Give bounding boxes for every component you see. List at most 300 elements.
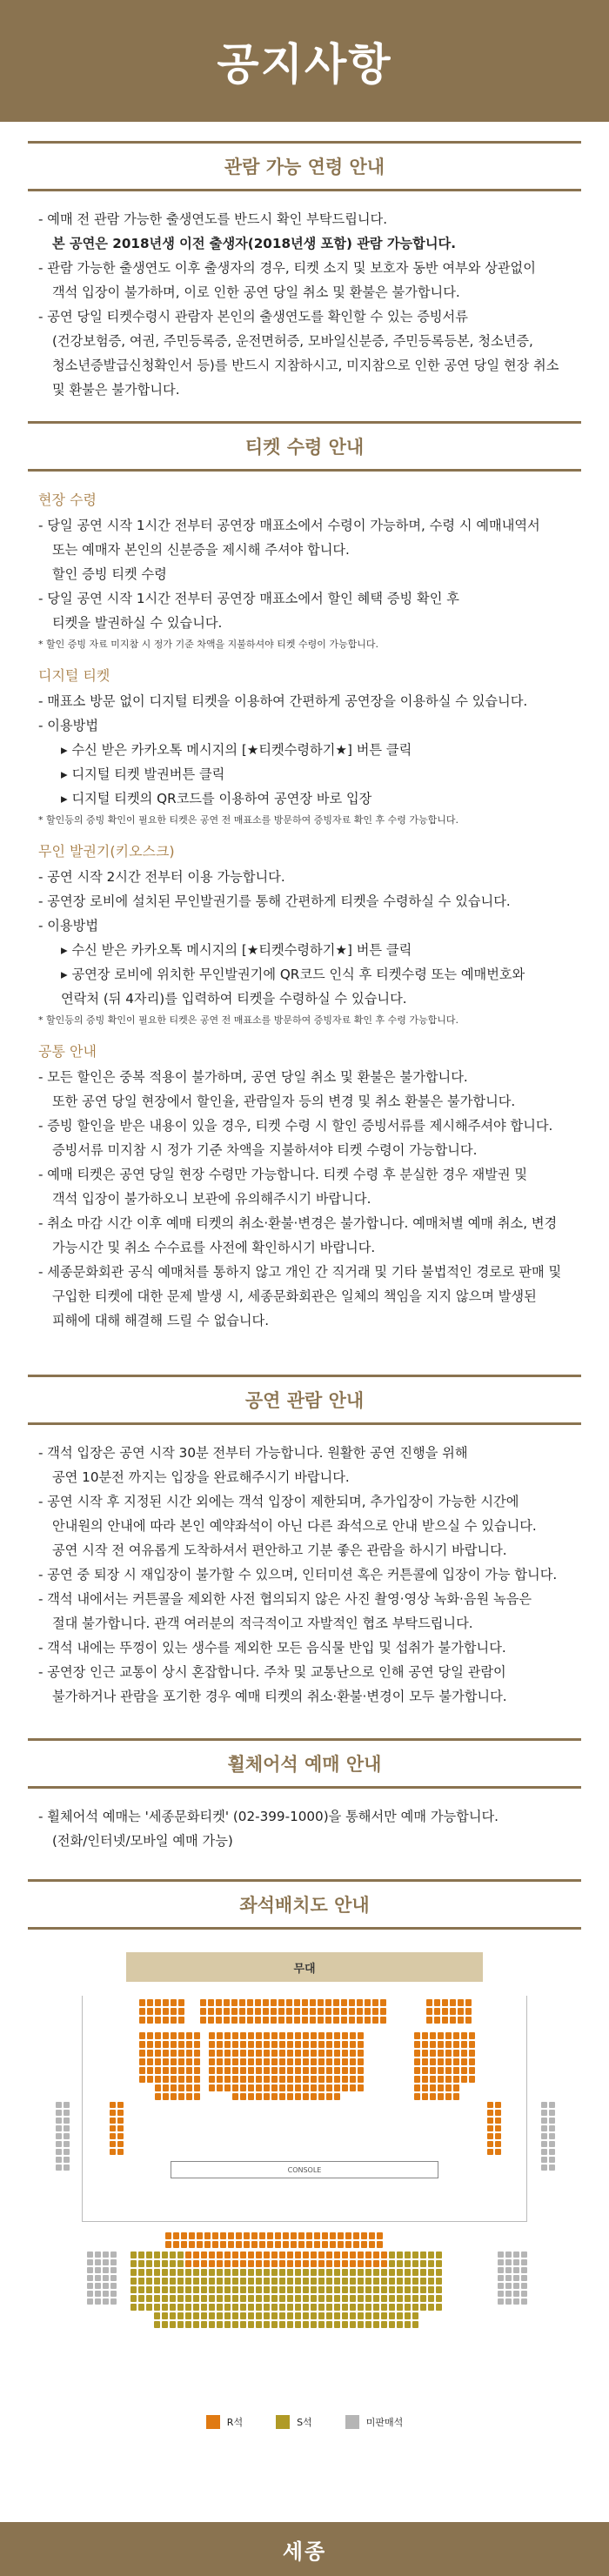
seat [521, 2283, 527, 2289]
seat [342, 2295, 348, 2302]
seat [197, 2241, 203, 2248]
seat [461, 2032, 467, 2039]
seat [146, 2251, 152, 2258]
seat [420, 2304, 426, 2311]
seat [170, 2295, 176, 2302]
seat [64, 2118, 70, 2124]
seat [306, 2232, 312, 2239]
seat [342, 2304, 348, 2311]
seat [469, 2050, 475, 2057]
seat [271, 2251, 278, 2258]
seat [295, 2286, 301, 2293]
seat [117, 2110, 124, 2116]
seat [239, 1999, 245, 2006]
seat [342, 2312, 348, 2319]
text-line: - 이용방법 [38, 718, 98, 733]
seat [185, 2295, 191, 2302]
seat [303, 2251, 309, 2258]
ticket-section [0, 421, 609, 1333]
seat [318, 2058, 325, 2065]
seat [138, 2269, 144, 2276]
seat [200, 1999, 206, 2006]
seat [264, 2050, 270, 2057]
seat [498, 2275, 504, 2281]
text-line: 가능시간 및 취소 수수료를 사전에 확인하시기 바랍니다. [52, 1240, 376, 1255]
seat [110, 2118, 116, 2124]
seat [498, 2259, 504, 2265]
text-line: ▸ 디지털 티켓 발권버튼 클릭 [61, 766, 225, 782]
seat [163, 2032, 169, 2039]
seat [209, 2084, 215, 2091]
seat [434, 2017, 440, 2024]
seat [358, 2278, 364, 2285]
seat [154, 2295, 160, 2302]
legend-swatch [345, 2415, 359, 2429]
seat [436, 2260, 442, 2267]
seat [365, 2017, 371, 2024]
seat [279, 2286, 285, 2293]
seat [295, 2260, 301, 2267]
seat [318, 2278, 325, 2285]
seat [255, 2017, 261, 2024]
legend-swatch [276, 2415, 290, 2429]
seat [216, 2008, 222, 2015]
seat [422, 2058, 428, 2065]
seat [298, 2241, 304, 2248]
seat [163, 2050, 169, 2057]
seat [248, 2067, 254, 2074]
seat [342, 2278, 348, 2285]
seat [193, 2251, 199, 2258]
seating-section [0, 1879, 609, 1930]
seat [217, 2067, 223, 2074]
seat [365, 2304, 371, 2311]
seat [87, 2275, 93, 2281]
seat [194, 2041, 200, 2048]
seat [279, 2260, 285, 2267]
seat [381, 2251, 387, 2258]
seat [194, 2084, 200, 2091]
seat [217, 2278, 223, 2285]
seat [212, 2232, 218, 2239]
seat [279, 2304, 285, 2311]
seat [194, 2050, 200, 2057]
seat [350, 2295, 356, 2302]
seat [212, 2241, 218, 2248]
seat-block [541, 2102, 555, 2171]
seat [147, 2067, 153, 2074]
seat [445, 2032, 452, 2039]
seat [264, 2312, 270, 2319]
seat [171, 2017, 177, 2024]
seat [271, 1999, 277, 2006]
seat [314, 2241, 320, 2248]
seat [194, 2067, 200, 2074]
seat [461, 2050, 467, 2057]
seat [380, 2008, 386, 2015]
seat [311, 2295, 317, 2302]
seat [224, 2058, 231, 2065]
seat [428, 2286, 434, 2293]
seat [420, 2295, 426, 2302]
seat [240, 2041, 246, 2048]
seat [303, 2050, 309, 2057]
seat [541, 2133, 547, 2139]
seat [286, 2017, 292, 2024]
seat [412, 2321, 418, 2328]
seat [271, 2286, 278, 2293]
seat [146, 2286, 152, 2293]
seat [430, 2076, 436, 2083]
seat [209, 2295, 215, 2302]
seat [247, 2017, 253, 2024]
seat [505, 2251, 512, 2258]
seat [146, 2269, 152, 2276]
seat [228, 2241, 234, 2248]
seat [414, 2050, 420, 2057]
text-line: ▸ 공연장 로비에 위치한 무인발권기에 QR코드 인식 후 티켓수령 또는 예매번호와 [61, 967, 525, 982]
text-line: 연락처 (뒤 4자리)를 입력하여 티켓을 수령하실 수 있습니다. [61, 991, 407, 1007]
seat [353, 2241, 359, 2248]
seat [311, 2084, 317, 2091]
seat [428, 2304, 434, 2311]
seat [541, 2141, 547, 2147]
viewing-section-body [28, 1441, 581, 1709]
seat [342, 2321, 348, 2328]
seat [248, 2032, 254, 2039]
text-line: 불가하거나 관람을 포기한 경우 예매 티켓의 취소·환불·변경이 모두 불가합니다. [52, 1689, 507, 1704]
seat [295, 2269, 301, 2276]
seat [311, 2032, 317, 2039]
seat [422, 2093, 428, 2100]
seat [186, 2058, 192, 2065]
seat [186, 2076, 192, 2083]
seat [318, 2321, 325, 2328]
seat [287, 2032, 293, 2039]
seat [420, 2251, 426, 2258]
seat [326, 2260, 332, 2267]
seat [365, 2312, 371, 2319]
text-line: 본 공연은 2018년생 이전 출생자(2018년생 포함) 관람 가능합니다. [52, 236, 456, 251]
seat [103, 2259, 109, 2265]
seat [412, 2304, 418, 2311]
seat [162, 2269, 168, 2276]
seat [178, 2041, 184, 2048]
seat [318, 2093, 325, 2100]
seat [318, 2312, 325, 2319]
seat [326, 2269, 332, 2276]
seat [334, 2295, 340, 2302]
seat [264, 2260, 270, 2267]
seat [200, 2008, 206, 2015]
seat [185, 2321, 191, 2328]
seat [217, 2050, 223, 2057]
seat [56, 2133, 62, 2139]
seat [171, 2041, 177, 2048]
text-line: 또한 공연 당일 현장에서 할인율, 관람일자 등의 변경 및 취소 환불은 불가합니다. [52, 1094, 516, 1109]
seat [279, 2093, 285, 2100]
seat [326, 2058, 332, 2065]
seat [322, 2232, 328, 2239]
seat [197, 2232, 203, 2239]
seat [311, 2312, 317, 2319]
seat [311, 2076, 317, 2083]
seat [240, 2260, 246, 2267]
seat [279, 2050, 285, 2057]
seat [365, 1999, 371, 2006]
seat [287, 2269, 293, 2276]
seat [549, 2125, 555, 2131]
seat [342, 2058, 348, 2065]
seat [333, 1999, 339, 2006]
seat [438, 2032, 444, 2039]
seat [469, 2067, 475, 2074]
seat [541, 2102, 547, 2108]
seat [217, 2260, 223, 2267]
seat [271, 2260, 278, 2267]
seat [146, 2295, 152, 2302]
seat [505, 2275, 512, 2281]
seat [283, 2232, 289, 2239]
seat-block [426, 1999, 472, 2024]
seat [95, 2291, 101, 2297]
seat [436, 2304, 442, 2311]
seat-map [0, 1945, 609, 2432]
ticket-section-title: 티켓 수령 안내 [28, 421, 581, 472]
seat [239, 2017, 245, 2024]
seat [256, 2093, 262, 2100]
seat [209, 2304, 215, 2311]
text-line: - 객석 내에서는 커튼콜을 제외한 사전 협의되지 않은 사진 촬영·영상 녹화·음원 녹음은 [38, 1591, 532, 1607]
text-line: 공연 10분전 까지는 입장을 완료해주시기 바랍니다. [52, 1469, 350, 1485]
seat [217, 2321, 223, 2328]
seat [318, 2295, 325, 2302]
seat [311, 2321, 317, 2328]
seat [333, 2008, 339, 2015]
seat [373, 2251, 379, 2258]
seat [193, 2286, 199, 2293]
seat [513, 2291, 519, 2297]
text-line: - 객석 입장은 공연 시작 30분 전부터 가능합니다. 원활한 공연 진행을 위해 [38, 1445, 468, 1461]
seat [311, 2067, 317, 2074]
seat [420, 2260, 426, 2267]
seat [232, 2093, 238, 2100]
seat [287, 2041, 293, 2048]
seat [326, 2084, 332, 2091]
seat [263, 2008, 269, 2015]
legend-item-unsold: 미판매석 [345, 2415, 404, 2429]
text-line: 절대 불가합니다. 관객 여러분의 적극적이고 자발적인 협조 부탁드립니다. [52, 1616, 473, 1631]
seat [240, 2093, 246, 2100]
seat [244, 2241, 250, 2248]
seat [220, 2232, 226, 2239]
seat [162, 2321, 168, 2328]
seat [498, 2283, 504, 2289]
seat [224, 2269, 231, 2276]
seat [240, 2058, 246, 2065]
seat [232, 2058, 238, 2065]
seat [326, 2076, 332, 2083]
seat [194, 2032, 200, 2039]
seat [117, 2118, 124, 2124]
seat [350, 2084, 356, 2091]
seat [345, 2232, 351, 2239]
seat [549, 2110, 555, 2116]
seat [430, 2067, 436, 2074]
seat [185, 2251, 191, 2258]
seat [311, 2260, 317, 2267]
seat [318, 2269, 325, 2276]
seat [279, 2067, 285, 2074]
seat [130, 2251, 137, 2258]
seat [279, 2041, 285, 2048]
seat [279, 2321, 285, 2328]
seat [422, 2041, 428, 2048]
seat [330, 2241, 336, 2248]
seat [248, 2278, 254, 2285]
wheelchair-section-title: 휠체어석 예매 안내 [28, 1738, 581, 1789]
kiosk-heading: 무인 발권기(키오스크) [38, 843, 175, 860]
seat [426, 2008, 432, 2015]
seat [513, 2259, 519, 2265]
seat [110, 2291, 117, 2297]
seat [177, 2304, 184, 2311]
seat [287, 2067, 293, 2074]
seat [248, 2050, 254, 2057]
seat [264, 2093, 270, 2100]
seat [487, 2118, 493, 2124]
seat [154, 2269, 160, 2276]
seat [240, 2278, 246, 2285]
seat [438, 2041, 444, 2048]
seat [271, 2084, 278, 2091]
seat [271, 2093, 278, 2100]
seat [303, 2067, 309, 2074]
seat [217, 2058, 223, 2065]
seat [287, 2251, 293, 2258]
seat [349, 2008, 355, 2015]
seat [422, 2067, 428, 2074]
seat [201, 2260, 207, 2267]
seat [303, 2041, 309, 2048]
seat [397, 2278, 403, 2285]
seat [372, 1999, 378, 2006]
seat [271, 2076, 278, 2083]
seat [171, 2050, 177, 2057]
seat [178, 2032, 184, 2039]
text-line: 티켓을 발권하실 수 있습니다. [52, 615, 223, 631]
seat [358, 2067, 364, 2074]
seat [201, 2286, 207, 2293]
seat [369, 2241, 375, 2248]
seat [306, 2241, 312, 2248]
seat [325, 1999, 331, 2006]
seat [251, 2232, 258, 2239]
text-line: - 공연 시작 2시간 전부터 이용 가능합니다. [38, 869, 285, 885]
seat [232, 2312, 238, 2319]
seat [248, 2076, 254, 2083]
age-section-title: 관람 가능 연령 안내 [28, 141, 581, 191]
text-line: - 휠체어석 예매는 '세종문화티켓' (02-399-1000)을 통해서만 예매 가능합니다. [38, 1809, 499, 1824]
seat [248, 2084, 254, 2091]
seat [350, 2260, 356, 2267]
seat [453, 2067, 459, 2074]
seat [189, 2232, 195, 2239]
seat [209, 2269, 215, 2276]
seat [201, 2295, 207, 2302]
seat [295, 2067, 301, 2074]
text-line: 객석 입장이 불가하며, 이로 인한 공연 당일 취소 및 환불은 불가합니다. [52, 284, 460, 300]
seat [87, 2267, 93, 2273]
seat [186, 2084, 192, 2091]
note: * 할인등의 증빙 확인이 필요한 티켓은 공연 전 매표소를 방문하여 증빙자료 확인 후 수령 가능합니다. [38, 814, 458, 826]
seat [341, 1999, 347, 2006]
seat [267, 2241, 273, 2248]
seat [350, 2041, 356, 2048]
seat [217, 2032, 223, 2039]
seat [420, 2269, 426, 2276]
seat [549, 2102, 555, 2108]
seat [420, 2278, 426, 2285]
legend-item-s: S석 [276, 2415, 312, 2429]
seat [350, 2067, 356, 2074]
seat [56, 2125, 62, 2131]
seat [405, 2269, 411, 2276]
text-line: - 공연 시작 후 지정된 시간 외에는 객석 입장이 제한되며, 추가입장이 가능한 시간에 [38, 1494, 519, 1509]
seat [445, 2093, 452, 2100]
text-line: - 예매 티켓은 공연 당일 현장 수령만 가능합니다. 티켓 수령 후 분실한 경우 재발권 및 [38, 1167, 528, 1182]
seat [87, 2283, 93, 2289]
seat [224, 2260, 231, 2267]
seat [264, 2058, 270, 2065]
seat [224, 2321, 231, 2328]
seat [171, 2093, 177, 2100]
seat [428, 2295, 434, 2302]
seat [240, 2269, 246, 2276]
seat [139, 2058, 145, 2065]
seat [318, 2286, 325, 2293]
seat [264, 2295, 270, 2302]
seat [350, 2304, 356, 2311]
seat [177, 2278, 184, 2285]
text-line: 및 환불은 불가합니다. [52, 382, 180, 398]
seat [358, 2058, 364, 2065]
seat [64, 2165, 70, 2171]
seat [397, 2260, 403, 2267]
seat [430, 2093, 436, 2100]
seat [264, 2067, 270, 2074]
seat [325, 2008, 331, 2015]
seat [287, 2084, 293, 2091]
seat [428, 2260, 434, 2267]
seat [138, 2251, 144, 2258]
seat [430, 2032, 436, 2039]
seat [341, 2008, 347, 2015]
seat [224, 2076, 231, 2083]
seat [64, 2149, 70, 2155]
seat [224, 2008, 230, 2015]
seat [178, 2093, 184, 2100]
seat [248, 2312, 254, 2319]
text-line: ▸ 수신 받은 카카오톡 메시지의 [★티켓수령하기★] 버튼 클릭 [61, 942, 412, 958]
seat [186, 2050, 192, 2057]
text-line: - 매표소 방문 없이 디지털 티켓을 이용하여 간편하게 공연장을 이용하실 수 있습니다. [38, 693, 528, 709]
seat [163, 2041, 169, 2048]
seat [248, 2058, 254, 2065]
seat [279, 2295, 285, 2302]
seat [381, 2269, 387, 2276]
seat [271, 2278, 278, 2285]
